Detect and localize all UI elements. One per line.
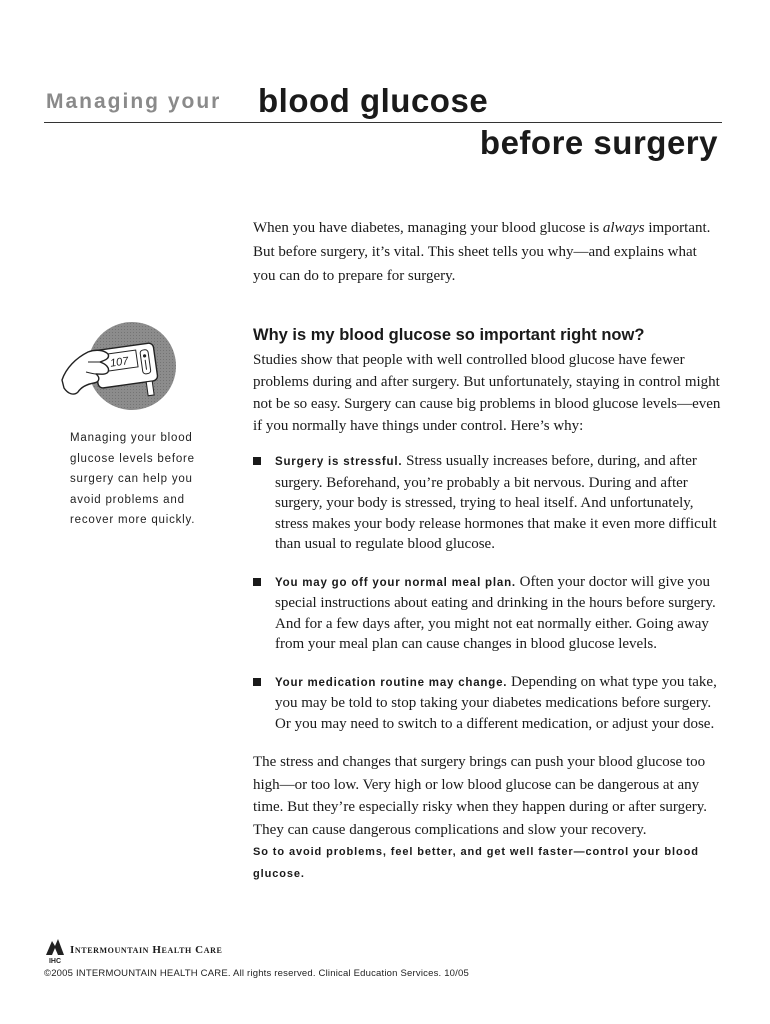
reason-list — [253, 451, 721, 734]
title-rule — [44, 122, 722, 123]
intro-text-end: important. But before surgery, it’s vital. This sheet tells you why—and explains what you can do to prepare for surgery. — [253, 220, 711, 284]
page-title-line-2: before surgery — [479, 124, 718, 161]
square-bullet-icon — [253, 678, 261, 686]
title-prefix: Managing your — [46, 90, 222, 113]
list-item-text: Depending on what type you take, you may be told to stop taking your diabetes medications before surgery. Or you may need to switch to a different medication, or adjust your dose. — [275, 673, 717, 732]
list-item — [253, 572, 721, 655]
intro-emphasis: always — [602, 220, 645, 236]
square-bullet-icon — [253, 457, 261, 465]
list-item — [253, 451, 721, 555]
square-bullet-icon — [253, 578, 261, 586]
logo-text: IHC — [48, 958, 62, 964]
main-section — [253, 326, 721, 885]
final-statement: So to avoid problems, feel better, and get well faster—control your blood glucose. — [253, 846, 699, 880]
section-paragraph: Studies show that people with well controlled blood glucose have fewer problems during and after surgery. But unfortunately, staying in control might not be so easy. Surgery can cause big problems in blood glucose levels—even if you normally have things under control. Here’s why: — [253, 352, 721, 434]
organization-name: Intermountain Health Care — [70, 944, 223, 956]
intro-paragraph — [253, 216, 723, 288]
intro-text-start: When you have diabetes, managing your blood glucose is — [253, 220, 603, 236]
ihc-logo — [44, 936, 66, 964]
image-caption: Managing your blood glucose levels before surgery can help you avoid problems and recover more quickly. — [70, 432, 196, 526]
list-item-lead: Surgery is stressful. — [275, 456, 403, 468]
closing-paragraph: The stress and changes that surgery brings can push your blood glucose too high—or too low. Very high or low blood glucose can be dangerous at any time. But they’re especially risky when they happen during or after surgery. They can cause dangerous complications and slow your recovery. — [253, 754, 708, 838]
list-item-text: Often your doctor will give you special instructions about eating and drinking in the hours before surgery. And for a few days after, you might not eat normally either. Going away from your meal plan can cause changes in blood glucose levels. — [275, 573, 716, 652]
copyright-notice: ©2005 INTERMOUNTAIN HEALTH CARE. All rights reserved. Clinical Education Services. 10/05 — [44, 968, 469, 979]
list-item-lead: Your medication routine may change. — [275, 676, 508, 689]
list-item-text: Stress usually increases before, during, and after surgery. Beforehand, you’re probably a bit nervous. During and after surgery, your body is stressed, trying to heal itself. And unfortunately, stress makes your body release hormones that make it even more difficult than usual to regulate blood glucose. — [275, 453, 717, 552]
list-item-lead: You may go off your normal meal plan. — [275, 576, 516, 589]
page-title-line-1: blood glucose — [258, 82, 489, 119]
section-heading: Why is my blood glucose so important right now? — [253, 326, 645, 344]
glucose-meter-icon — [60, 322, 178, 412]
list-item — [253, 672, 721, 735]
meter-reading: 107 — [109, 355, 130, 370]
